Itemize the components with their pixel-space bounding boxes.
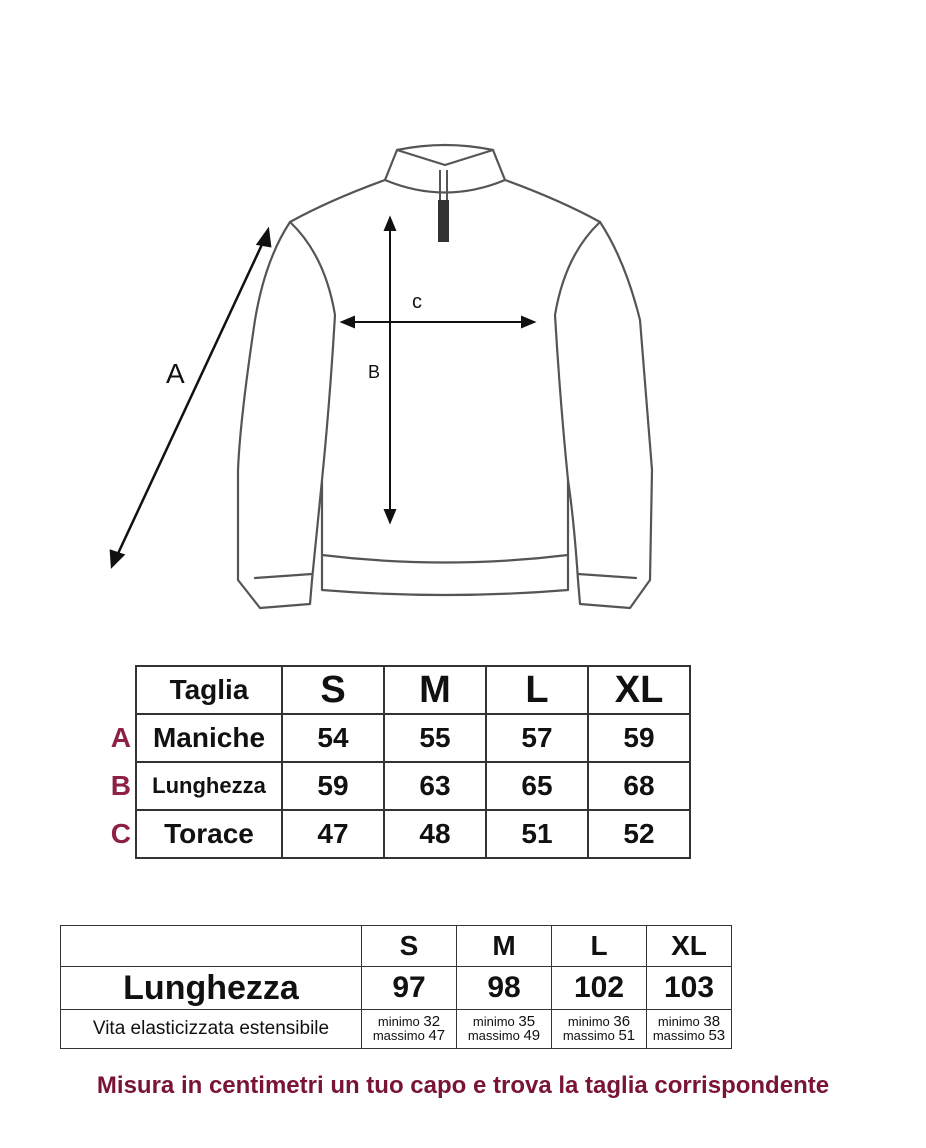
body-outline: [238, 180, 652, 608]
table-row: [100, 714, 690, 762]
cell-value: 57: [486, 714, 588, 762]
cell-value: 65: [486, 762, 588, 810]
row-name: Maniche: [136, 714, 282, 762]
row-name: Lunghezza: [61, 967, 362, 1010]
cell-value: 59: [588, 714, 690, 762]
collar: [385, 150, 505, 193]
cell-value: 102: [552, 967, 647, 1010]
waist-range: minimo 35 massimo 49: [457, 1010, 552, 1049]
cell-value: 97: [362, 967, 457, 1010]
size-s: S: [362, 926, 457, 967]
cell-value: 52: [588, 810, 690, 858]
row-name: Lunghezza: [136, 762, 282, 810]
row-letter: B: [110, 770, 131, 801]
cell-value: 59: [282, 762, 384, 810]
label-c: c: [412, 291, 422, 313]
cell-value: 68: [588, 762, 690, 810]
size-l: L: [486, 666, 588, 714]
table-row: [61, 967, 732, 1010]
label-b: B: [368, 362, 381, 382]
cell-value: 63: [384, 762, 486, 810]
size-table-bottom: [60, 925, 732, 1049]
cell-value: 48: [384, 810, 486, 858]
size-table-top: [100, 665, 691, 859]
cell-value: 47: [282, 810, 384, 858]
footer-instruction: Misura in centimetri un tuo capo e trova la taglia corrispondente: [96, 1072, 830, 1099]
label-a: A: [166, 358, 185, 389]
size-xl: XL: [588, 666, 690, 714]
row-name: Torace: [136, 810, 282, 858]
size-l: L: [552, 926, 647, 967]
cell-value: 103: [647, 967, 732, 1010]
waist-range: minimo 36 massimo 51: [552, 1010, 647, 1049]
size-header-row: [61, 926, 732, 967]
waistband: [322, 555, 568, 595]
size-header-row: [100, 666, 690, 714]
table-row: [61, 1010, 732, 1049]
taglia-header: Taglia: [136, 666, 282, 714]
measure-a-arrow: [111, 230, 270, 566]
waist-range: minimo 38 massimo 53: [647, 1010, 732, 1049]
measure-c-arrow: [342, 317, 534, 327]
size-s: S: [282, 666, 384, 714]
cell-value: 55: [384, 714, 486, 762]
size-m: M: [384, 666, 486, 714]
cell-value: 51: [486, 810, 588, 858]
size-xl: XL: [647, 926, 732, 967]
cell-value: 98: [457, 967, 552, 1010]
waist-range: minimo 32 massimo 47: [362, 1010, 457, 1049]
size-m: M: [457, 926, 552, 967]
zipper: [438, 200, 449, 242]
row-letter: A: [110, 722, 131, 753]
row-name: Vita elasticizzata estensibile: [61, 1010, 362, 1049]
table-row: [100, 810, 690, 858]
measure-b-arrow: [385, 218, 395, 522]
cell-value: 54: [282, 714, 384, 762]
table-row: [100, 762, 690, 810]
row-letter: C: [110, 818, 131, 849]
